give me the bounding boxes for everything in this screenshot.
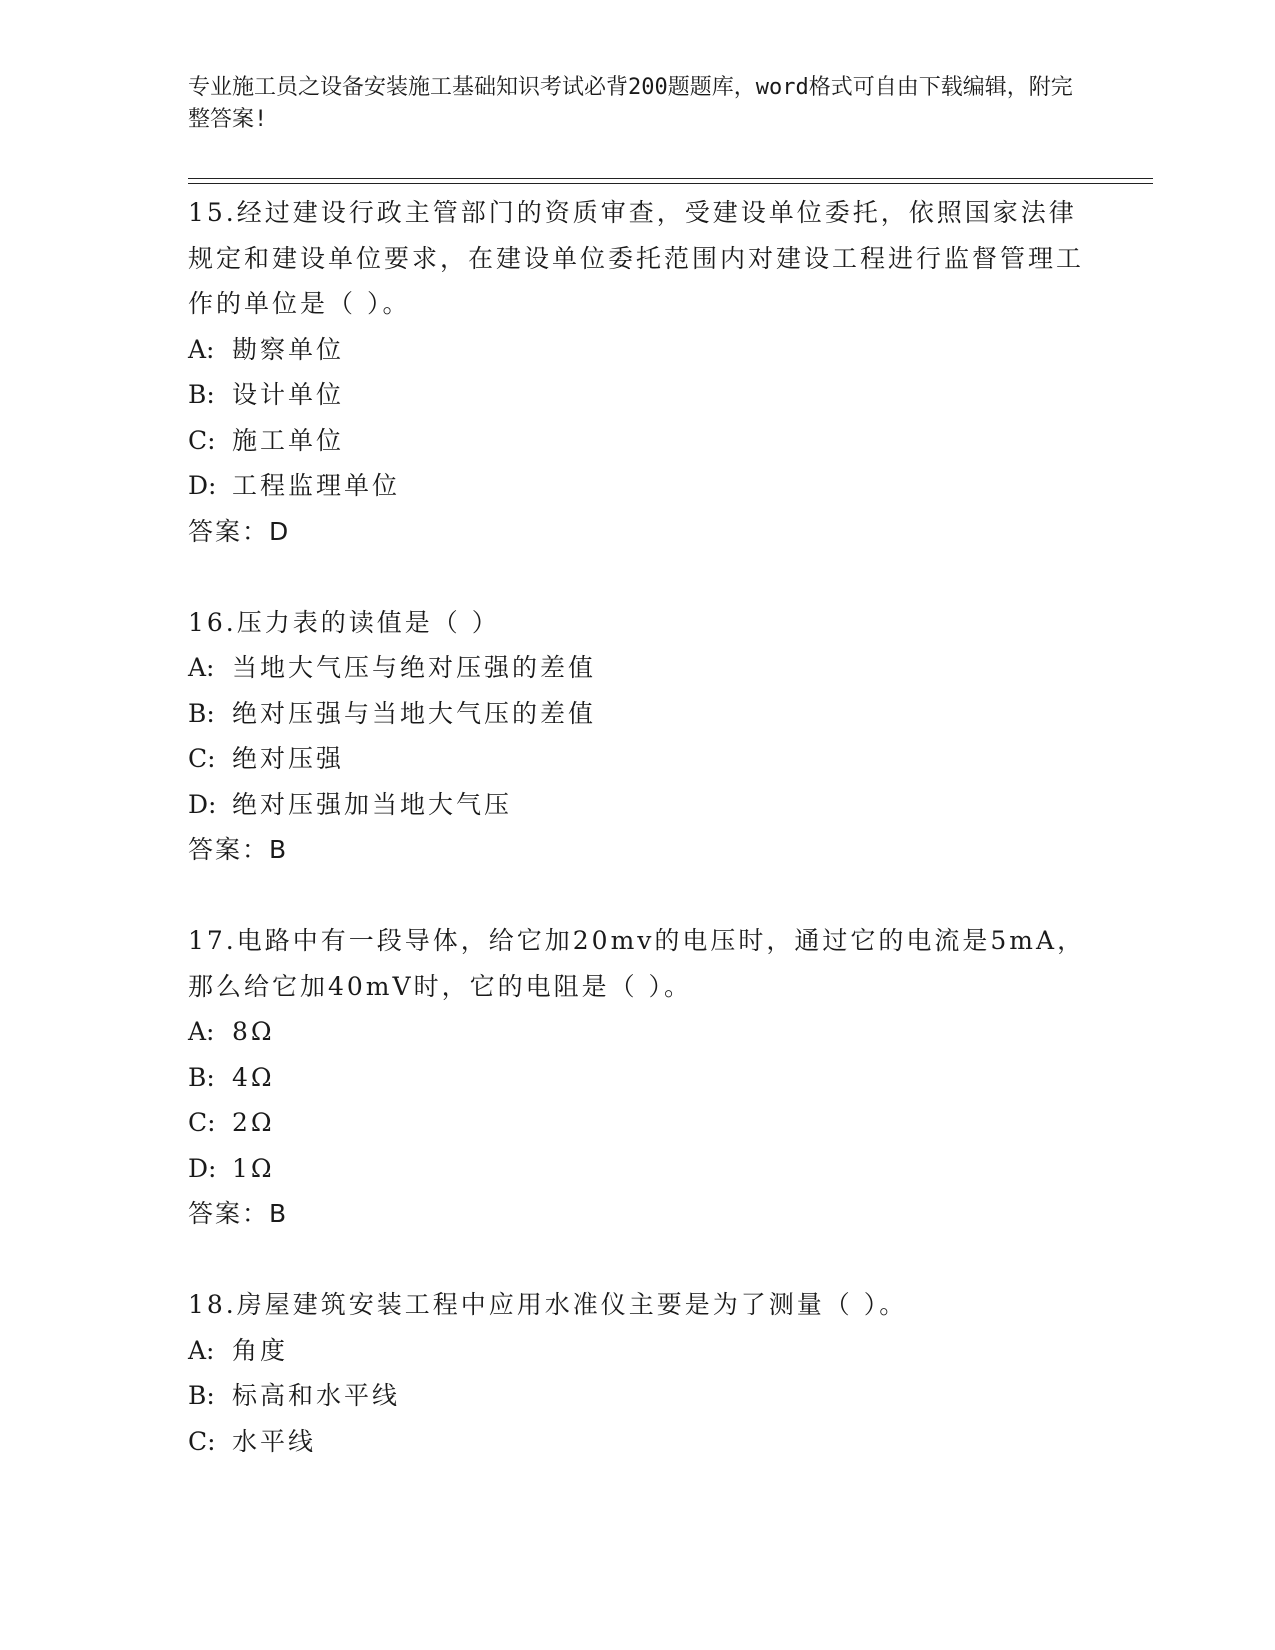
option-d xyxy=(188,1146,1088,1192)
option-c xyxy=(188,418,1088,464)
option-d xyxy=(188,782,1088,828)
option-text: 勘察单位 xyxy=(232,334,345,364)
option-letter: B: xyxy=(188,1062,215,1092)
option-letter: C: xyxy=(188,1426,216,1456)
option-letter: B: xyxy=(188,698,215,728)
question-stem: 17.电路中有一段导体，给它加20mv的电压时，通过它的电流是5mA，那么给它加40mV时，它的电阻是（ ）。 xyxy=(188,926,1086,1001)
option-text: 工程监理单位 xyxy=(232,471,401,500)
option-text: 8Ω xyxy=(232,1017,275,1046)
option-letter: A: xyxy=(188,334,215,364)
question-15 xyxy=(188,190,1088,554)
question-list xyxy=(188,190,1088,1464)
question-stem: 15.经过建设行政主管部门的资质审查，受建设单位委托，依照国家法律规定和建设单位要求，在建设单位委托范围内对建设工程进行监督管理工作的单位是（ ）。 xyxy=(188,198,1085,318)
option-letter: C: xyxy=(188,1108,216,1137)
option-letter: C: xyxy=(188,425,216,455)
option-text: 角度 xyxy=(232,1335,289,1365)
option-text: 2Ω xyxy=(232,1108,275,1137)
option-text: 标高和水平线 xyxy=(232,1381,401,1410)
option-text: 水平线 xyxy=(232,1426,317,1456)
option-letter: A: xyxy=(188,1017,215,1046)
option-letter: A: xyxy=(188,653,215,682)
option-letter: C: xyxy=(188,744,216,773)
question-spacer xyxy=(188,554,1088,600)
option-b xyxy=(188,1373,1088,1419)
option-b xyxy=(188,1055,1088,1101)
header-divider-bottom xyxy=(188,183,1153,184)
option-a xyxy=(188,327,1088,373)
answer-line: 答案：D xyxy=(188,516,291,546)
option-letter: B: xyxy=(188,1381,215,1410)
answer-line: 答案：B xyxy=(188,835,289,864)
option-d xyxy=(188,463,1088,509)
option-text: 绝对压强 xyxy=(232,744,345,773)
option-letter: D: xyxy=(188,789,217,819)
question-stem: 18.房屋建筑安装工程中应用水准仪主要是为了测量（ ）。 xyxy=(188,1290,908,1319)
question-16 xyxy=(188,600,1088,873)
question-18 xyxy=(188,1282,1088,1464)
option-a xyxy=(188,1328,1088,1374)
answer-line: 答案：B xyxy=(188,1199,289,1228)
option-text: 绝对压强与当地大气压的差值 xyxy=(232,698,597,728)
option-letter: B: xyxy=(188,380,215,409)
option-b xyxy=(188,691,1088,737)
question-spacer xyxy=(188,873,1088,919)
question-spacer xyxy=(188,1237,1088,1283)
option-text: 4Ω xyxy=(232,1062,275,1092)
option-c xyxy=(188,736,1088,782)
question-17 xyxy=(188,918,1088,1237)
option-letter: D: xyxy=(188,471,217,500)
header-divider-top xyxy=(188,178,1153,179)
option-text: 设计单位 xyxy=(232,380,345,409)
option-letter: D: xyxy=(188,1153,217,1183)
option-a xyxy=(188,645,1088,691)
option-a xyxy=(188,1009,1088,1055)
option-text: 绝对压强加当地大气压 xyxy=(232,789,513,819)
option-letter: A: xyxy=(188,1335,215,1365)
option-c xyxy=(188,1100,1088,1146)
option-c xyxy=(188,1419,1088,1465)
question-stem: 16.压力表的读值是（ ） xyxy=(188,607,500,637)
option-text: 施工单位 xyxy=(232,425,345,455)
document-header-title: 专业施工员之设备安装施工基础知识考试必背200题题库，word格式可自由下载编辑，附完整答案! xyxy=(188,75,1073,132)
option-text: 当地大气压与绝对压强的差值 xyxy=(232,653,597,682)
option-b xyxy=(188,372,1088,418)
option-text: 1Ω xyxy=(232,1153,275,1183)
